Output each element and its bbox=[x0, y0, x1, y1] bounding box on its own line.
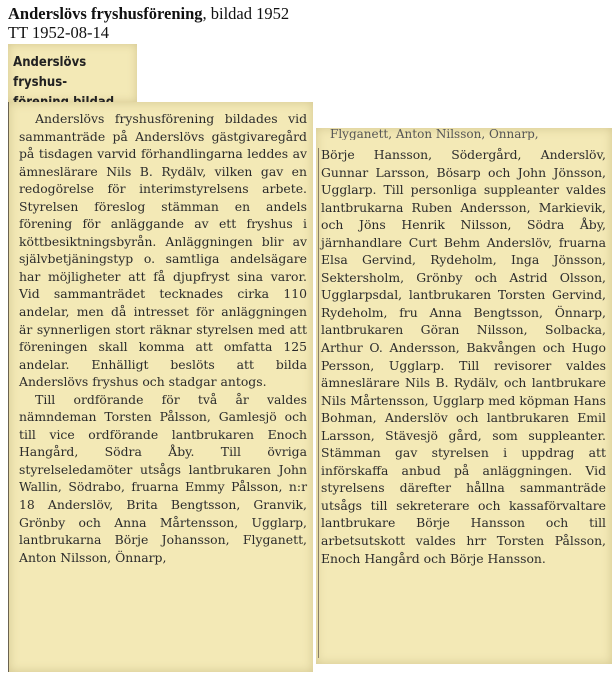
clipping-column-2 bbox=[316, 128, 612, 664]
column-1-paragraph-2: Till ordförande för två år valdes nämndeman Torsten Pålsson, Gamlesjö och till vice ordförande lantbrukaren Enoch Hangård, Södra Åby. Till övriga styrelseledamöter utsågs lantbrukaren John Wallin, Södrabo, fruarna Emmy Pålsson, n:r 18 Anderslöv, Brita Bengtsson, Granvik, Grönby och Anna Mårtensson, Ugglarp, lantbrukarna Börje Johansson, Flyganett, Anton Nilsson, Önnarp, bbox=[19, 391, 307, 565]
column-2-cut-line: Flyganett, Anton Nilsson, Önnarp, bbox=[330, 128, 539, 140]
title-rest: , bildad 1952 bbox=[202, 4, 290, 23]
page-header bbox=[8, 4, 289, 42]
column-1-paragraph-1: Anderslövs fryshusförening bildades vid sammanträde på Anderslövs gästgivaregård på tisdagen varvid förhandlingarna leddes av ämneslärare Nils B. Rydälv, vilken gav en redogörelse för interimstyrelsens arbete. Styrelsen föreslog stämman en andels förening för anläggande av ett fryshus i köttbesiktningsbyrån. Anläggningen blir av självbetjäningstyp o. samtliga andelsägare har möjligheter att få djupfryst sina varor. Vid sammanträdet tecknades cirka 110 andelar, men då intresset för anläggningen är synnerligen stort räknar styrelsen med att föreningen skall komma att omfatta 125 andelar. Enhälligt beslöts att bilda Anderslövs fryshus och stadgar antogs. bbox=[19, 111, 307, 390]
column-2-paragraph-1: Börje Hansson, Södergård, Anderslöv, Gunnar Larsson, Bösarp och John Jönsson, Ugglarp. Till personliga suppleanter valdes lantbrukarna Ruben Andersson, Markievik, och Jöns Henrik Nilsson, Södra Åby, järnhandlare Curt Behm Anderslöv, fruarna Elsa Gervind, Rydeholm, Inga Jönsson, Sektersholm, Grönby och Astrid Olsson, Ugglarpsdal, lantbrukaren Torsten Gervind, Rydeholm, fru Anna Bengtsson, Önnarp, lantbrukaren Göran Nilsson, Solbacka, Arthur O. Andersson, Bakvången och Hugo Persson, Ugglarp. Till revisorer valdes ämneslärare Nils B. Rydälv, och lantbrukare Nils Mårtensson, Ugglarp med köpman Hans Bohman, Anderslöv och lantbrukaren Emil Larsson, Stävesjö gård, som suppleanter. Stämman gav styrelsen i uppdrag att införskaffa anbud på anläggningen. Vid styrelsens därefter hållna sammanträde utsågs till sekreterare och kassaförvaltare lantbrukare Börje Hansson och till arbetsutskott valdes hrr Torsten Pålsson, Enoch Hangård och Börje Hansson. bbox=[321, 147, 606, 566]
clipping-column-1 bbox=[8, 102, 313, 672]
title-bold: Anderslövs fryshusförening bbox=[8, 4, 203, 23]
clipping-headline bbox=[8, 44, 137, 102]
source-line: TT 1952-08-14 bbox=[8, 23, 109, 42]
headline-line-1: Anderslövs fryshus- bbox=[13, 54, 87, 90]
column-rule bbox=[318, 148, 319, 658]
article-title bbox=[8, 4, 289, 23]
